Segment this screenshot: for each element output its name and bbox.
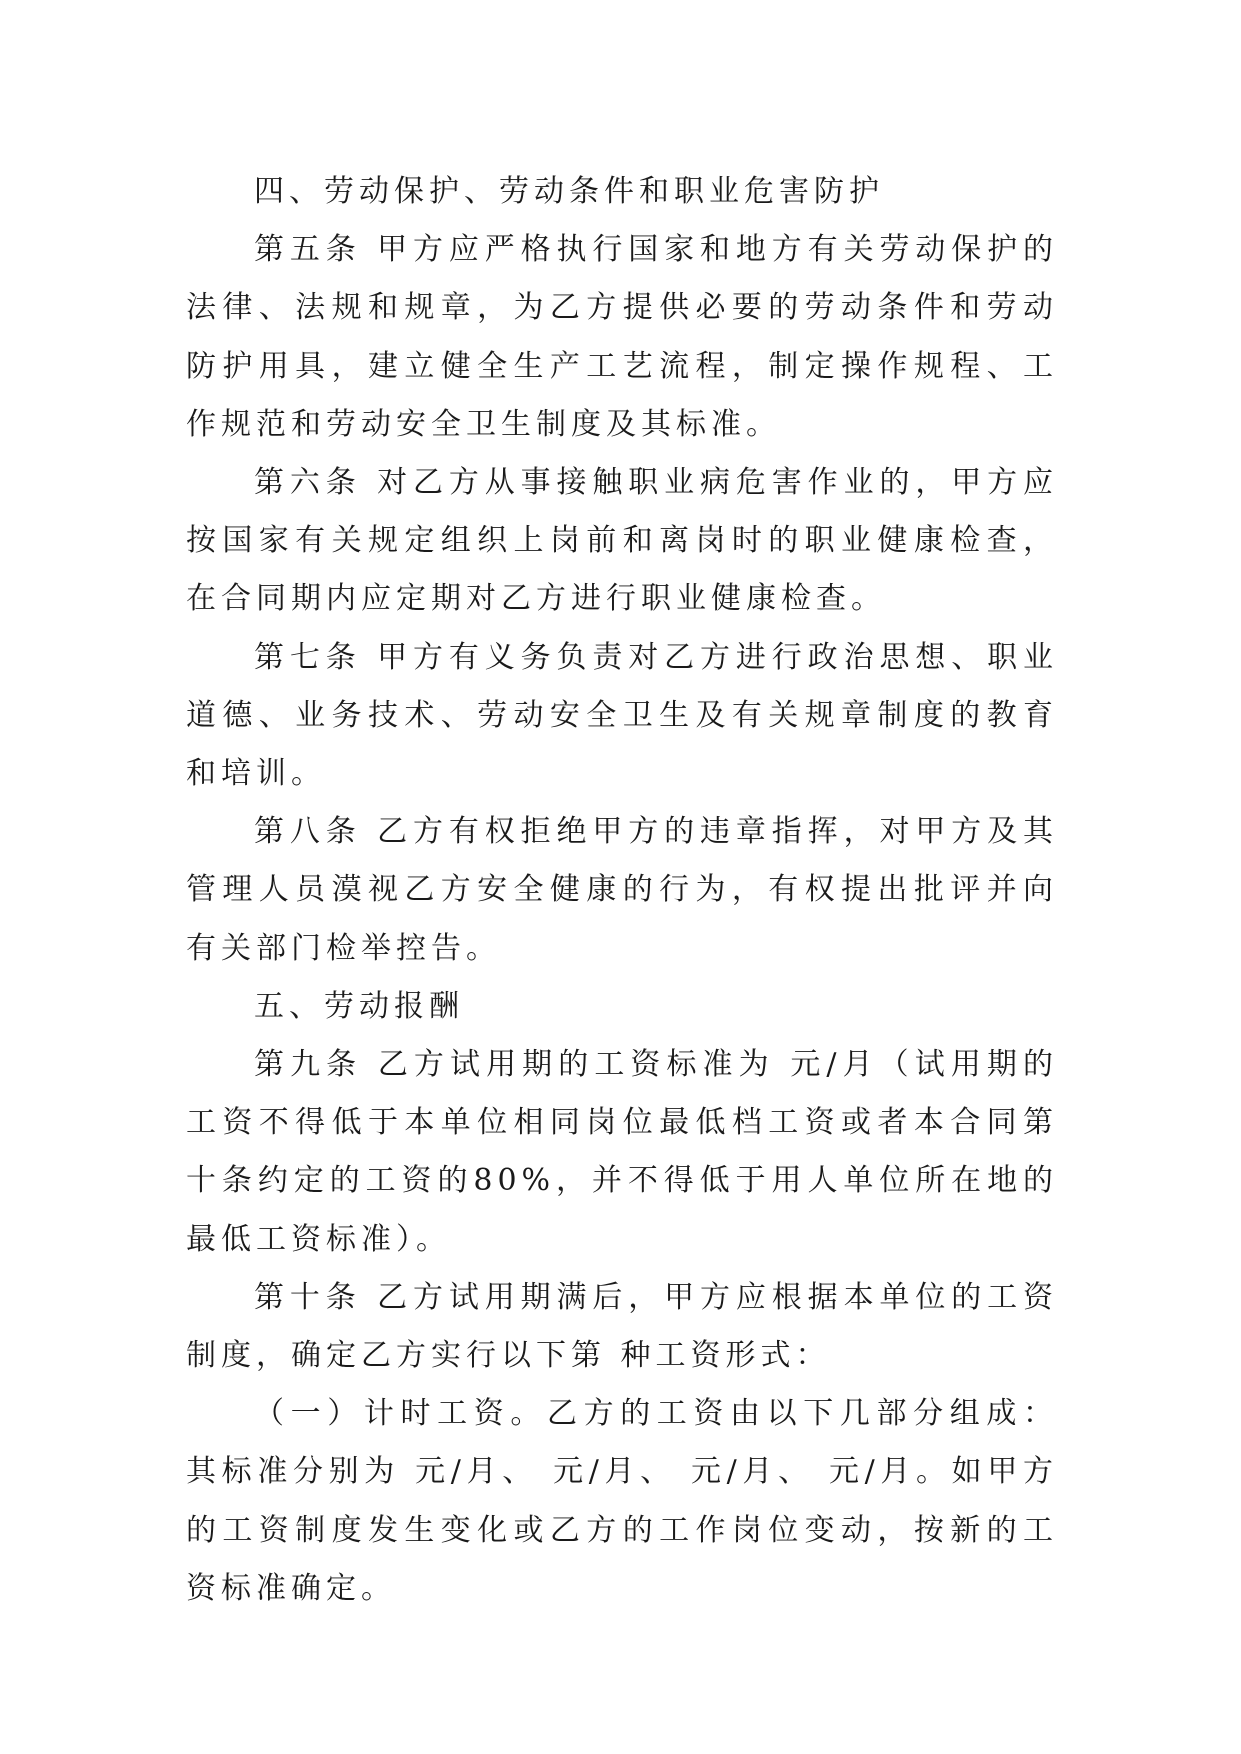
- article-6: 第六条 对乙方从事接触职业病危害作业的，甲方应按国家有关规定组织上岗前和离岗时的职业健康检查，在合同期内应定期对乙方进行职业健康检查。: [186, 465, 1058, 617]
- section-heading-5: 五、劳动报酬: [254, 988, 464, 1024]
- section-heading-4: 四、劳动保护、劳动条件和职业危害防护: [254, 174, 884, 209]
- document-page: [186, 163, 1058, 1618]
- article-10-item-1: （一）计时工资。乙方的工资由以下几部分组成： 其标准分别为 元/月、 元/月、 元/月、 元/月。如甲方的工资制度发生变化或乙方的工作岗位变动，按新的工资标准确定。: [186, 1396, 1058, 1606]
- article-5: 第五条 甲方应严格执行国家和地方有关劳动保护的法律、法规和规章，为乙方提供必要的劳动条件和劳动防护用具，建立健全生产工艺流程，制定操作规程、工作规范和劳动安全卫生制度及其标准。: [186, 232, 1058, 442]
- article-10: 第十条 乙方试用期满后，甲方应根据本单位的工资制度，确定乙方实行以下第 种工资形式：: [186, 1279, 1058, 1374]
- article-8: 第八条 乙方有权拒绝甲方的违章指挥，对甲方及其管理人员漠视乙方安全健康的行为，有权提出批评并向有关部门检举控告。: [186, 814, 1058, 966]
- article-9: 第九条 乙方试用期的工资标准为 元/月（试用期的工资不得低于本单位相同岗位最低档工资或者本合同第十条约定的工资的80%，并不得低于用人单位所在地的最低工资标准）。: [186, 1047, 1058, 1257]
- article-7: 第七条 甲方有义务负责对乙方进行政治思想、职业道德、业务技术、劳动安全卫生及有关规章制度的教育和培训。: [186, 639, 1058, 792]
